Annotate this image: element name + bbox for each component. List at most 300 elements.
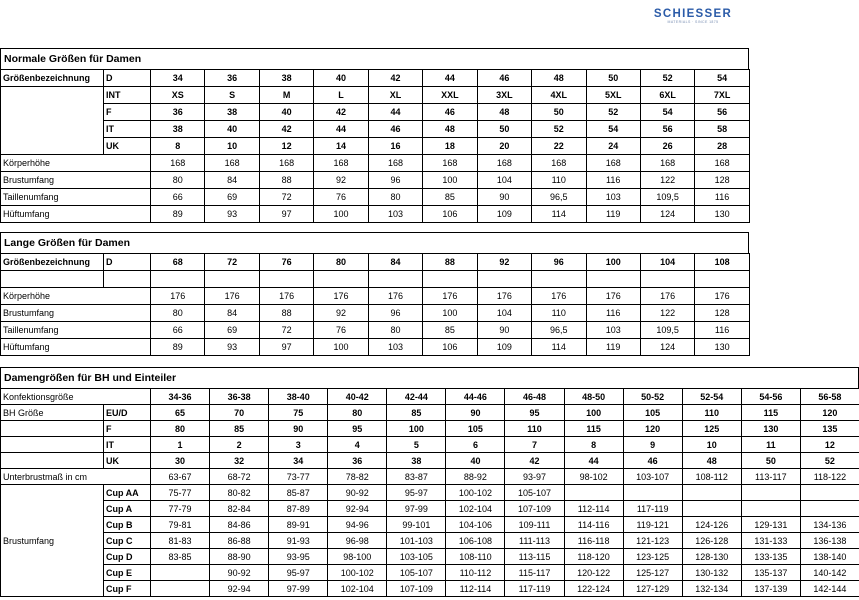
empty-cell xyxy=(640,271,694,288)
section-title-bra: Damengrößen für BH und Einteiler xyxy=(0,367,859,388)
measurement-value: 110 xyxy=(532,305,586,322)
table-long-sizes xyxy=(0,253,750,356)
bh-value: 38 xyxy=(387,453,446,469)
bh-value: 30 xyxy=(151,453,210,469)
cup-value: 82-84 xyxy=(210,501,269,517)
measurement-value: 176 xyxy=(532,288,586,305)
cup-value: 80-82 xyxy=(210,485,269,501)
measurement-value: 128 xyxy=(695,172,749,189)
size-value: 46 xyxy=(477,70,531,87)
measurement-label: Körperhöhe xyxy=(1,288,151,305)
bh-value: 2 xyxy=(210,437,269,453)
cup-row xyxy=(1,581,859,597)
cup-label: Cup A xyxy=(104,501,151,517)
size-value: 8 xyxy=(151,138,205,155)
empty-cell xyxy=(423,271,477,288)
measurement-value: 80 xyxy=(151,172,205,189)
measurement-value: 176 xyxy=(695,288,749,305)
size-system: D xyxy=(104,70,151,87)
size-value: 44 xyxy=(368,104,422,121)
size-label: Größenbezeichnung xyxy=(1,70,104,87)
cup-value: 125-127 xyxy=(623,565,682,581)
cup-row xyxy=(1,501,859,517)
size-value: 26 xyxy=(640,138,694,155)
size-system: INT xyxy=(104,87,151,104)
size-value: 56 xyxy=(695,104,749,121)
empty-cell xyxy=(586,271,640,288)
cup-value: 119-121 xyxy=(623,517,682,533)
spacer-row xyxy=(1,271,750,288)
unterbrust-value: 103-107 xyxy=(623,469,682,485)
bh-value: 80 xyxy=(151,421,210,437)
measurement-value: 76 xyxy=(314,189,368,206)
size-value: 38 xyxy=(259,70,313,87)
empty-cell xyxy=(151,271,205,288)
bh-value: 100 xyxy=(564,405,623,421)
measurement-value: 116 xyxy=(586,172,640,189)
measurement-value: 93 xyxy=(205,206,259,223)
cup-value: 113-115 xyxy=(505,549,564,565)
cup-value: 109-111 xyxy=(505,517,564,533)
measurement-value: 93 xyxy=(205,339,259,356)
bh-value: 8 xyxy=(564,437,623,453)
brustumfang-label: Brustumfang xyxy=(1,485,104,597)
bh-value: 85 xyxy=(210,421,269,437)
unterbrust-value: 93-97 xyxy=(505,469,564,485)
size-value: 108 xyxy=(695,254,749,271)
size-value: 42 xyxy=(259,121,313,138)
measurement-value: 168 xyxy=(423,155,477,172)
size-value: 4XL xyxy=(532,87,586,104)
measurement-value: 103 xyxy=(586,189,640,206)
cup-value: 108-110 xyxy=(446,549,505,565)
cup-value: 94-96 xyxy=(328,517,387,533)
bh-value: 65 xyxy=(151,405,210,421)
bh-value: 135 xyxy=(800,421,859,437)
cup-value: 124-126 xyxy=(682,517,741,533)
size-row xyxy=(1,138,750,155)
bh-value: 100 xyxy=(387,421,446,437)
konfektion-value: 34-36 xyxy=(151,389,210,405)
cup-value: 107-109 xyxy=(505,501,564,517)
measurement-value: 88 xyxy=(259,305,313,322)
size-value: 88 xyxy=(423,254,477,271)
bh-value: 44 xyxy=(564,453,623,469)
measurement-value: 97 xyxy=(259,206,313,223)
bh-value: 85 xyxy=(387,405,446,421)
measurement-row xyxy=(1,288,750,305)
cup-value: 93-95 xyxy=(269,549,328,565)
cup-label: Cup C xyxy=(104,533,151,549)
bh-value: 115 xyxy=(741,405,800,421)
cup-value: 138-140 xyxy=(800,549,859,565)
cup-row xyxy=(1,533,859,549)
bh-value: 11 xyxy=(741,437,800,453)
size-value: L xyxy=(314,87,368,104)
bh-size-row xyxy=(1,453,859,469)
size-value: 20 xyxy=(477,138,531,155)
cup-value xyxy=(151,581,210,597)
size-value: 7XL xyxy=(695,87,749,104)
measurement-value: 103 xyxy=(368,339,422,356)
cup-value: 88-90 xyxy=(210,549,269,565)
size-row xyxy=(1,121,750,138)
measurement-value: 85 xyxy=(423,322,477,339)
measurement-value: 114 xyxy=(532,339,586,356)
bh-value: 90 xyxy=(446,405,505,421)
cup-value: 134-136 xyxy=(800,517,859,533)
bh-system: UK xyxy=(104,453,151,469)
konfektion-value: 50-52 xyxy=(623,389,682,405)
cup-value: 84-86 xyxy=(210,517,269,533)
unterbrust-label: Unterbrustmaß in cm xyxy=(1,469,151,485)
size-system: D xyxy=(104,254,151,271)
measurement-value: 96,5 xyxy=(532,322,586,339)
bh-value: 80 xyxy=(328,405,387,421)
section-long-sizes xyxy=(0,232,749,356)
bh-size-row xyxy=(1,405,859,421)
cup-value: 130-132 xyxy=(682,565,741,581)
measurement-value: 104 xyxy=(477,305,531,322)
cup-row xyxy=(1,485,859,501)
measurement-value: 114 xyxy=(532,206,586,223)
unterbrust-value: 63-67 xyxy=(151,469,210,485)
measurement-value: 72 xyxy=(259,189,313,206)
size-value: M xyxy=(259,87,313,104)
bh-value: 105 xyxy=(446,421,505,437)
bh-value: 115 xyxy=(564,421,623,437)
measurement-value: 109 xyxy=(477,206,531,223)
cup-value: 95-97 xyxy=(269,565,328,581)
cup-value: 129-131 xyxy=(741,517,800,533)
bh-value: 95 xyxy=(328,421,387,437)
cup-value: 87-89 xyxy=(269,501,328,517)
bh-system: EU/D xyxy=(104,405,151,421)
size-value: 54 xyxy=(695,70,749,87)
cup-value: 115-117 xyxy=(505,565,564,581)
cup-value: 90-92 xyxy=(210,565,269,581)
bh-size-row xyxy=(1,437,859,453)
table-normal-sizes xyxy=(0,69,750,223)
bh-value: 125 xyxy=(682,421,741,437)
measurement-value: 130 xyxy=(695,339,749,356)
measurement-label: Taillenumfang xyxy=(1,322,151,339)
size-value: 36 xyxy=(205,70,259,87)
unterbrust-value: 78-82 xyxy=(328,469,387,485)
measurement-value: 100 xyxy=(423,305,477,322)
measurement-value: 85 xyxy=(423,189,477,206)
size-value: 46 xyxy=(423,104,477,121)
cup-value: 101-103 xyxy=(387,533,446,549)
cup-value: 102-104 xyxy=(328,581,387,597)
size-value: XS xyxy=(151,87,205,104)
measurement-value: 80 xyxy=(368,189,422,206)
bh-value: 48 xyxy=(682,453,741,469)
unterbrust-value: 83-87 xyxy=(387,469,446,485)
measurement-value: 168 xyxy=(205,155,259,172)
bh-value: 40 xyxy=(446,453,505,469)
bh-value: 34 xyxy=(269,453,328,469)
cup-value: 89-91 xyxy=(269,517,328,533)
measurement-value: 103 xyxy=(586,322,640,339)
size-row xyxy=(1,104,750,121)
cup-value: 132-134 xyxy=(682,581,741,597)
cup-value: 114-116 xyxy=(564,517,623,533)
measurement-value: 97 xyxy=(259,339,313,356)
bh-value: 120 xyxy=(800,405,859,421)
cup-value: 112-114 xyxy=(446,581,505,597)
empty-cell xyxy=(1,453,104,469)
konfektion-row xyxy=(1,389,859,405)
cup-value: 121-123 xyxy=(623,533,682,549)
bh-value: 52 xyxy=(800,453,859,469)
measurement-value: 92 xyxy=(314,305,368,322)
size-value: 40 xyxy=(205,121,259,138)
cup-value: 128-130 xyxy=(682,549,741,565)
measurement-row xyxy=(1,155,750,172)
measurement-value: 176 xyxy=(423,288,477,305)
cup-value: 79-81 xyxy=(151,517,210,533)
size-value: 50 xyxy=(586,70,640,87)
cup-value: 81-83 xyxy=(151,533,210,549)
unterbrust-value: 108-112 xyxy=(682,469,741,485)
size-value: 42 xyxy=(368,70,422,87)
measurement-value: 119 xyxy=(586,206,640,223)
cup-value xyxy=(741,485,800,501)
measurement-value: 176 xyxy=(314,288,368,305)
measurement-value: 176 xyxy=(586,288,640,305)
cup-value: 136-138 xyxy=(800,533,859,549)
size-value: 38 xyxy=(205,104,259,121)
cup-value: 105-107 xyxy=(387,565,446,581)
cup-value: 123-125 xyxy=(623,549,682,565)
measurement-value: 168 xyxy=(477,155,531,172)
size-value: 48 xyxy=(532,70,586,87)
size-value: 40 xyxy=(314,70,368,87)
cup-value: 85-87 xyxy=(269,485,328,501)
measurement-value: 110 xyxy=(532,172,586,189)
unterbrust-row xyxy=(1,469,859,485)
measurement-value: 124 xyxy=(640,206,694,223)
size-row xyxy=(1,254,750,271)
cup-value xyxy=(623,485,682,501)
measurement-value: 116 xyxy=(695,322,749,339)
size-value: 96 xyxy=(532,254,586,271)
measurement-value: 89 xyxy=(151,339,205,356)
unterbrust-value: 118-122 xyxy=(800,469,859,485)
cup-value: 106-108 xyxy=(446,533,505,549)
measurement-value: 176 xyxy=(640,288,694,305)
empty-cell xyxy=(477,271,531,288)
cup-value: 126-128 xyxy=(682,533,741,549)
cup-value: 142-144 xyxy=(800,581,859,597)
cup-value: 92-94 xyxy=(328,501,387,517)
measurement-value: 168 xyxy=(695,155,749,172)
size-row xyxy=(1,70,750,87)
measurement-value: 69 xyxy=(205,189,259,206)
cup-label: Cup B xyxy=(104,517,151,533)
bh-value: 95 xyxy=(505,405,564,421)
cup-value: 105-107 xyxy=(505,485,564,501)
measurement-value: 66 xyxy=(151,322,205,339)
size-value: 52 xyxy=(586,104,640,121)
cup-value: 91-93 xyxy=(269,533,328,549)
cup-value: 99-101 xyxy=(387,517,446,533)
unterbrust-value: 88-92 xyxy=(446,469,505,485)
measurement-value: 76 xyxy=(314,322,368,339)
size-value: 28 xyxy=(695,138,749,155)
measurement-row xyxy=(1,206,750,223)
konfektion-value: 38-40 xyxy=(269,389,328,405)
measurement-label: Taillenumfang xyxy=(1,189,151,206)
measurement-value: 100 xyxy=(314,206,368,223)
table-bra-sizes xyxy=(0,388,859,597)
empty-cell xyxy=(532,271,586,288)
cup-value: 133-135 xyxy=(741,549,800,565)
section-title-normal: Normale Größen für Damen xyxy=(0,48,749,69)
cup-value: 97-99 xyxy=(387,501,446,517)
size-value: 44 xyxy=(423,70,477,87)
measurement-value: 90 xyxy=(477,322,531,339)
konfektion-value: 44-46 xyxy=(446,389,505,405)
measurement-value: 122 xyxy=(640,305,694,322)
cup-value xyxy=(151,565,210,581)
size-value: XL xyxy=(368,87,422,104)
konfektion-value: 42-44 xyxy=(387,389,446,405)
measurement-value: 176 xyxy=(368,288,422,305)
cup-value: 103-105 xyxy=(387,549,446,565)
empty-cell xyxy=(695,271,749,288)
measurement-value: 124 xyxy=(640,339,694,356)
measurement-value: 176 xyxy=(151,288,205,305)
cup-value: 90-92 xyxy=(328,485,387,501)
bh-value: 5 xyxy=(387,437,446,453)
measurement-value: 116 xyxy=(586,305,640,322)
empty-cell xyxy=(259,271,313,288)
measurement-value: 168 xyxy=(532,155,586,172)
size-value: XXL xyxy=(423,87,477,104)
size-value: 18 xyxy=(423,138,477,155)
measurement-value: 100 xyxy=(314,339,368,356)
size-system: F xyxy=(104,104,151,121)
bh-size-row xyxy=(1,421,859,437)
size-value: 48 xyxy=(423,121,477,138)
cup-value: 117-119 xyxy=(623,501,682,517)
bh-system: IT xyxy=(104,437,151,453)
bh-system: F xyxy=(104,421,151,437)
bh-value: 9 xyxy=(623,437,682,453)
bh-value: 36 xyxy=(328,453,387,469)
bh-value: 10 xyxy=(682,437,741,453)
cup-value: 127-129 xyxy=(623,581,682,597)
measurement-value: 89 xyxy=(151,206,205,223)
bh-value: 130 xyxy=(741,421,800,437)
size-value: 12 xyxy=(259,138,313,155)
unterbrust-value: 98-102 xyxy=(564,469,623,485)
measurement-value: 100 xyxy=(423,172,477,189)
measurement-value: 80 xyxy=(368,322,422,339)
cup-value: 112-114 xyxy=(564,501,623,517)
measurement-value: 80 xyxy=(151,305,205,322)
cup-value: 83-85 xyxy=(151,549,210,565)
cup-value: 102-104 xyxy=(446,501,505,517)
measurement-value: 84 xyxy=(205,305,259,322)
cup-value xyxy=(564,485,623,501)
size-value: 24 xyxy=(586,138,640,155)
measurement-value: 109,5 xyxy=(640,322,694,339)
cup-value: 92-94 xyxy=(210,581,269,597)
size-value: 104 xyxy=(640,254,694,271)
cup-value: 118-120 xyxy=(564,549,623,565)
measurement-value: 96,5 xyxy=(532,189,586,206)
empty-cell xyxy=(314,271,368,288)
measurement-label: Hüftumfang xyxy=(1,206,151,223)
size-value: 10 xyxy=(205,138,259,155)
measurement-value: 88 xyxy=(259,172,313,189)
size-value: 42 xyxy=(314,104,368,121)
cup-value: 111-113 xyxy=(505,533,564,549)
measurement-value: 128 xyxy=(695,305,749,322)
size-value: 50 xyxy=(477,121,531,138)
cup-value: 107-109 xyxy=(387,581,446,597)
measurement-row xyxy=(1,322,750,339)
konfektion-value: 54-56 xyxy=(741,389,800,405)
size-value: S xyxy=(205,87,259,104)
unterbrust-value: 68-72 xyxy=(210,469,269,485)
measurement-label: Brustumfang xyxy=(1,305,151,322)
bh-value: 120 xyxy=(623,421,682,437)
size-label: Größenbezeichnung xyxy=(1,254,104,271)
section-title-long: Lange Größen für Damen xyxy=(0,232,749,253)
measurement-value: 116 xyxy=(695,189,749,206)
cup-value: 97-99 xyxy=(269,581,328,597)
konfektion-value: 36-38 xyxy=(210,389,269,405)
cup-value xyxy=(800,485,859,501)
size-value: 50 xyxy=(532,104,586,121)
size-value: 6XL xyxy=(640,87,694,104)
measurement-value: 109,5 xyxy=(640,189,694,206)
size-value: 80 xyxy=(314,254,368,271)
size-value: 16 xyxy=(368,138,422,155)
measurement-label: Körperhöhe xyxy=(1,155,151,172)
size-value: 92 xyxy=(477,254,531,271)
cup-value: 140-142 xyxy=(800,565,859,581)
bh-value: 105 xyxy=(623,405,682,421)
measurement-row xyxy=(1,189,750,206)
empty-cell xyxy=(1,271,104,288)
cup-value: 122-124 xyxy=(564,581,623,597)
size-value: 72 xyxy=(205,254,259,271)
measurement-value: 168 xyxy=(368,155,422,172)
size-value: 38 xyxy=(151,121,205,138)
size-value: 68 xyxy=(151,254,205,271)
size-system: UK xyxy=(104,138,151,155)
bh-value: 42 xyxy=(505,453,564,469)
cup-value: 131-133 xyxy=(741,533,800,549)
size-value: 54 xyxy=(640,104,694,121)
cup-row xyxy=(1,517,859,533)
cup-value: 104-106 xyxy=(446,517,505,533)
section-normal-sizes xyxy=(0,48,749,223)
measurement-value: 106 xyxy=(423,206,477,223)
measurement-value: 122 xyxy=(640,172,694,189)
bh-value: 7 xyxy=(505,437,564,453)
measurement-value: 130 xyxy=(695,206,749,223)
cup-value: 86-88 xyxy=(210,533,269,549)
empty-cell xyxy=(104,271,151,288)
measurement-value: 90 xyxy=(477,189,531,206)
measurement-value: 168 xyxy=(314,155,368,172)
